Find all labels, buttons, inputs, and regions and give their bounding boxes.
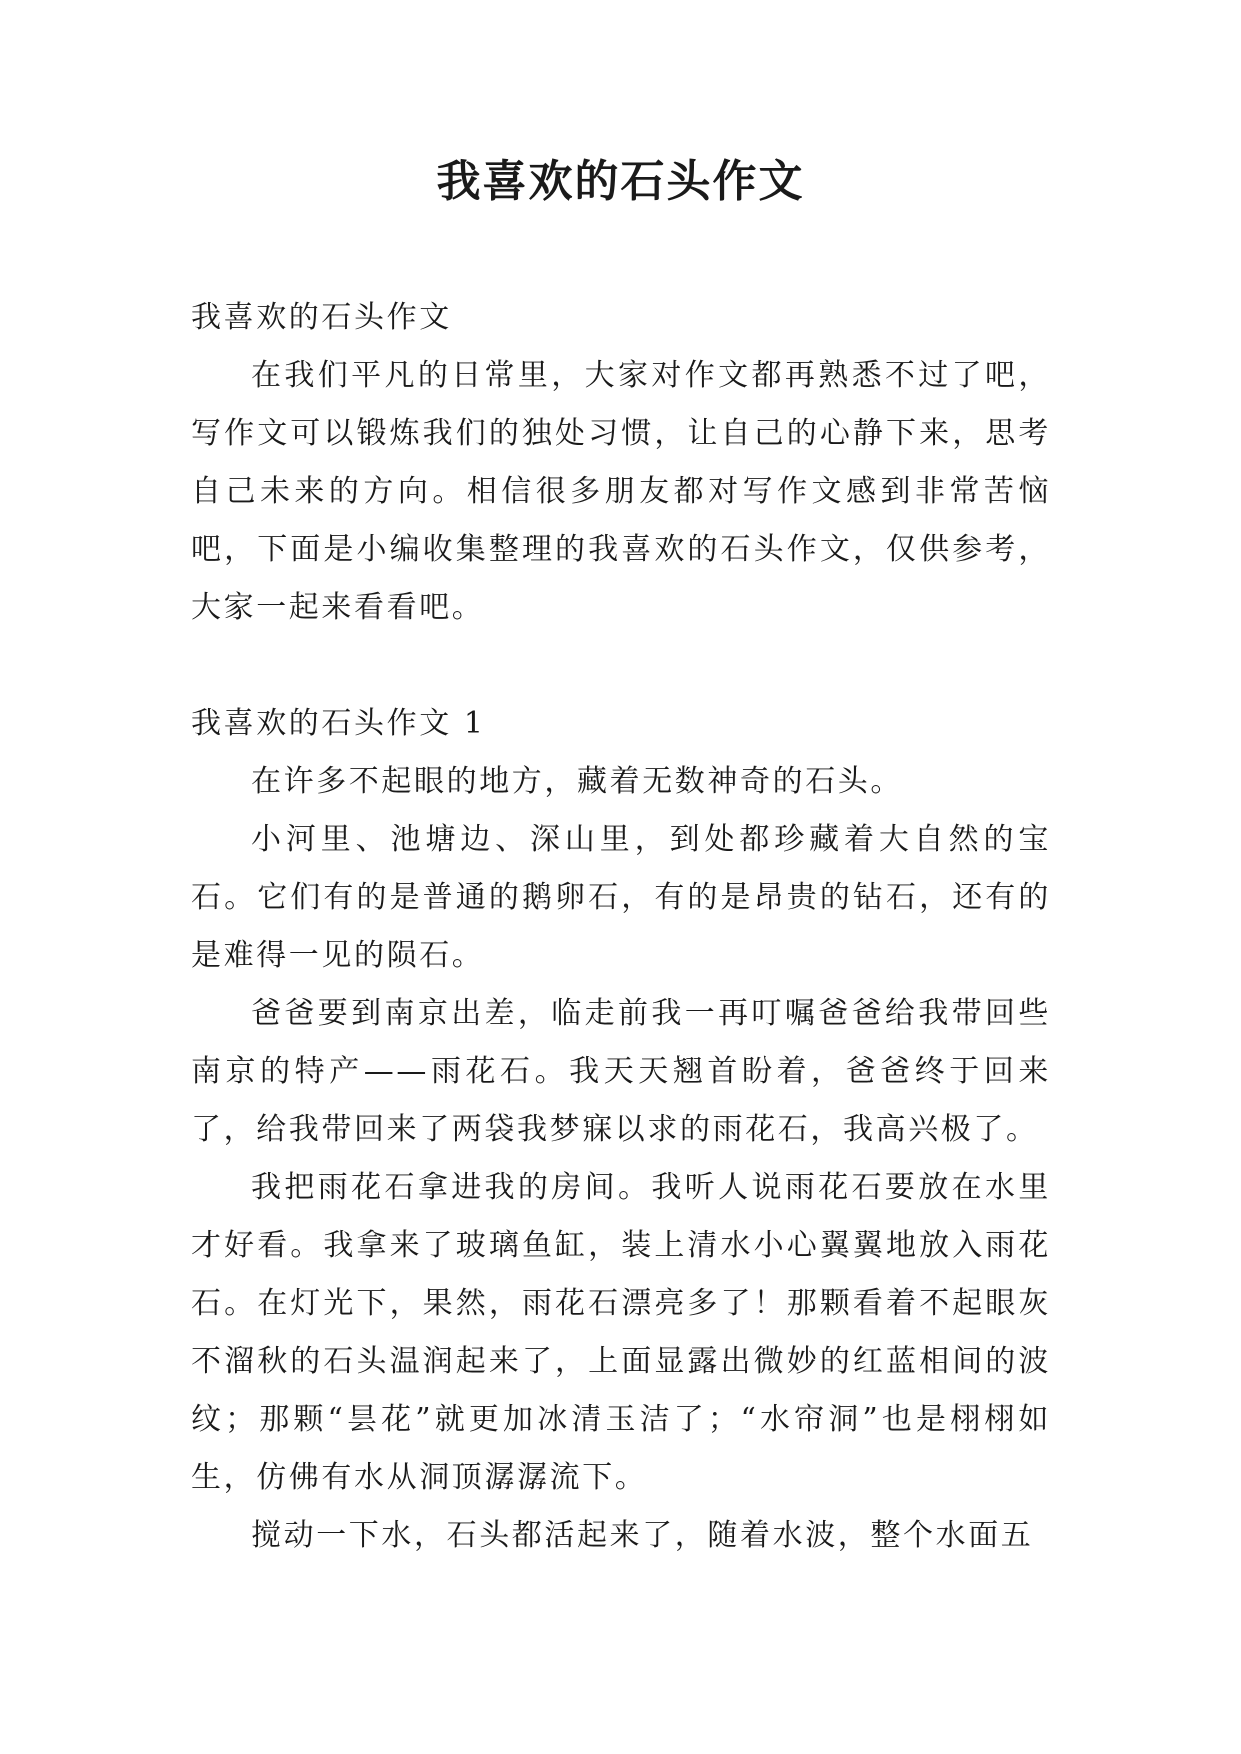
section-heading-essay-1: 我喜欢的石头作文 1 (191, 706, 486, 741)
essay-paragraph: 在许多不起眼的地方，藏着无数神奇的石头。 (251, 764, 903, 799)
paragraph-spacer (191, 637, 1051, 695)
essay-paragraph: 搅动一下水，石头都活起来了，随着水波，整个水面五 (251, 1518, 1034, 1553)
essay-paragraph: 我把雨花石拿进我的房间。我听人说雨花石要放在水里才好看。我拿来了玻璃鱼缸，装上清水小心翼翼地放入雨花石。在灯光下，果然，雨花石漂亮多了！那颗看着不起眼灰不溜秋的石头温润起来了，上面显露出微妙的红蓝相间的波纹；那颗“昙花”就更加冰清玉洁了；“水帘洞”也是栩栩如生，仿佛有水从洞顶潺潺流下。 (191, 1170, 1051, 1495)
intro-paragraph: 在我们平凡的日常里，大家对作文都再熟悉不过了吧，写作文可以锻炼我们的独处习惯，让自己的心静下来，思考自己未来的方向。相信很多朋友都对写作文感到非常苦恼吧，下面是小编收集整理的我喜欢的石头作文，仅供参考，大家一起来看看吧。 (191, 358, 1051, 625)
essay-paragraph: 爸爸要到南京出差，临走前我一再叮嘱爸爸给我带回些南京的特产——雨花石。我天天翘首盼着，爸爸终于回来了，给我带回来了两袋我梦寐以求的雨花石，我高兴极了。 (191, 996, 1051, 1147)
section-heading-intro: 我喜欢的石头作文 (191, 300, 452, 335)
document-title: 我喜欢的石头作文 (436, 156, 805, 207)
document-body (191, 289, 1051, 1565)
essay-paragraph: 小河里、池塘边、深山里，到处都珍藏着大自然的宝石。它们有的是普通的鹅卵石，有的是昂贵的钻石，还有的是难得一见的陨石。 (191, 822, 1051, 973)
